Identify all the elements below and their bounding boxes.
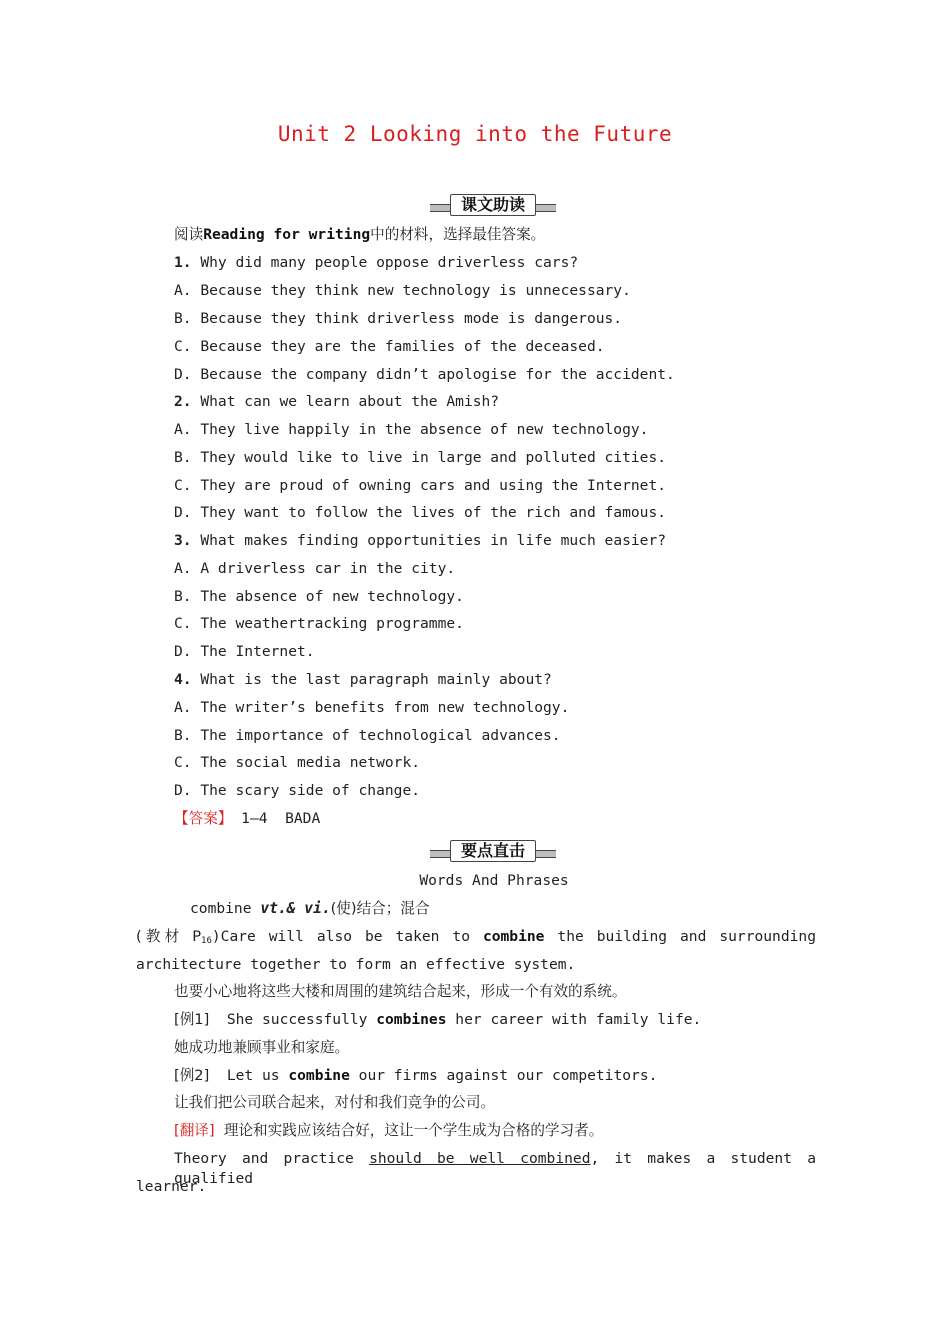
textbook-sentence: [136, 927, 816, 951]
option: D. The scary side of change.: [174, 782, 421, 799]
example-label: [例1]: [174, 1011, 210, 1028]
part-of-speech: vt.& vi.: [260, 900, 331, 917]
answer-tag: 【答案】: [174, 810, 233, 827]
option: B. Because they think driverless mode is dangerous.: [174, 310, 623, 327]
option: D. The Internet.: [174, 643, 315, 660]
keyword: combine: [288, 1067, 350, 1084]
example-text-1: Let us: [209, 1067, 289, 1084]
question-1: [174, 253, 578, 273]
keyword: combine: [482, 928, 545, 945]
option: A. Because they think new technology is unnecessary.: [174, 282, 631, 299]
instruction-post: 中的材料，选择最佳答案。: [370, 226, 546, 243]
translation-tag: [翻译]: [174, 1122, 215, 1139]
translation-prompt: 理论和实践应该结合好，这让一个学生成为合格的学习者。: [214, 1122, 604, 1139]
textbook-translation: 也要小心地将这些大楼和周围的建筑结合起来，形成一个有效的系统。: [174, 983, 627, 1000]
textbook-sentence-cont: architecture together to form an effective system.: [136, 956, 576, 973]
section-heading: 课文助读: [450, 194, 536, 216]
question-text: Why did many people oppose driverless cars?: [191, 254, 579, 271]
question-number: 3.: [174, 532, 192, 549]
example-text-1: She successfully: [209, 1011, 377, 1028]
example-text-2: our firms against our competitors.: [349, 1067, 658, 1084]
page-title: Unit 2 Looking into the Future: [277, 122, 673, 146]
example-1-translation: 她成功地兼顾事业和家庭。: [174, 1039, 350, 1056]
option: A. The writer’s benefits from new technology.: [174, 699, 570, 716]
question-3: [174, 531, 666, 551]
answer-text-1: Theory and practice: [174, 1150, 370, 1167]
section-banner-keypoints: [430, 840, 556, 862]
section-heading: 要点直击: [450, 840, 536, 862]
option: D. They want to follow the lives of the rich and famous.: [174, 504, 667, 521]
option: C. Because they are the families of the deceased.: [174, 338, 605, 355]
answer-text-2: , it makes a student a qualified: [174, 1150, 816, 1187]
keyword: combines: [376, 1011, 447, 1028]
instruction-pre: 阅读: [174, 226, 204, 243]
option: A. They live happily in the absence of new technology.: [174, 421, 649, 438]
instruction: [174, 225, 545, 245]
example-1: [174, 1010, 701, 1030]
textbook-ref: (教材 P: [136, 928, 202, 945]
answer-text: 1—4 BADA: [232, 810, 321, 827]
question-4: [174, 670, 552, 690]
example-2: [174, 1066, 657, 1086]
translation-task: [174, 1121, 603, 1141]
vocab-entry: [190, 899, 430, 919]
textbook-text-1: )Care will also be taken to: [211, 928, 483, 945]
option: A. A driverless car in the city.: [174, 560, 456, 577]
instruction-bold: Reading for writing: [203, 226, 371, 243]
question-text: What makes finding opportunities in life much easier?: [191, 532, 667, 549]
vocab-meaning: (使)结合；混合: [330, 900, 430, 917]
translation-answer-cont: learner.: [136, 1178, 207, 1195]
question-number: 2.: [174, 393, 192, 410]
section-banner-reading: [430, 194, 556, 216]
subsection-title: Words And Phrases: [419, 872, 569, 889]
vocab-word: combine: [190, 900, 252, 917]
option: C. The weathertracking programme.: [174, 615, 464, 632]
question-text: What can we learn about the Amish?: [191, 393, 500, 410]
option: B. They would like to live in large and polluted cities.: [174, 449, 667, 466]
option: B. The importance of technological advances.: [174, 727, 561, 744]
translation-answer: [174, 1149, 816, 1189]
option: B. The absence of new technology.: [174, 588, 464, 605]
example-2-translation: 让我们把公司联合起来，对付和我们竞争的公司。: [174, 1094, 496, 1111]
underlined-answer: should be well combined: [369, 1150, 591, 1167]
question-2: [174, 392, 499, 412]
option: D. Because the company didn’t apologise for the accident.: [174, 366, 675, 383]
option: C. The social media network.: [174, 754, 421, 771]
textbook-text-2: the building and surrounding: [544, 928, 816, 945]
example-text-2: her career with family life.: [446, 1011, 702, 1028]
question-text: What is the last paragraph mainly about?: [191, 671, 552, 688]
example-label: [例2]: [174, 1067, 210, 1084]
answer-line: [174, 809, 320, 829]
textbook-page: 16: [201, 936, 212, 946]
option: C. They are proud of owning cars and using the Internet.: [174, 477, 667, 494]
question-number: 4.: [174, 671, 192, 688]
question-number: 1.: [174, 254, 192, 271]
